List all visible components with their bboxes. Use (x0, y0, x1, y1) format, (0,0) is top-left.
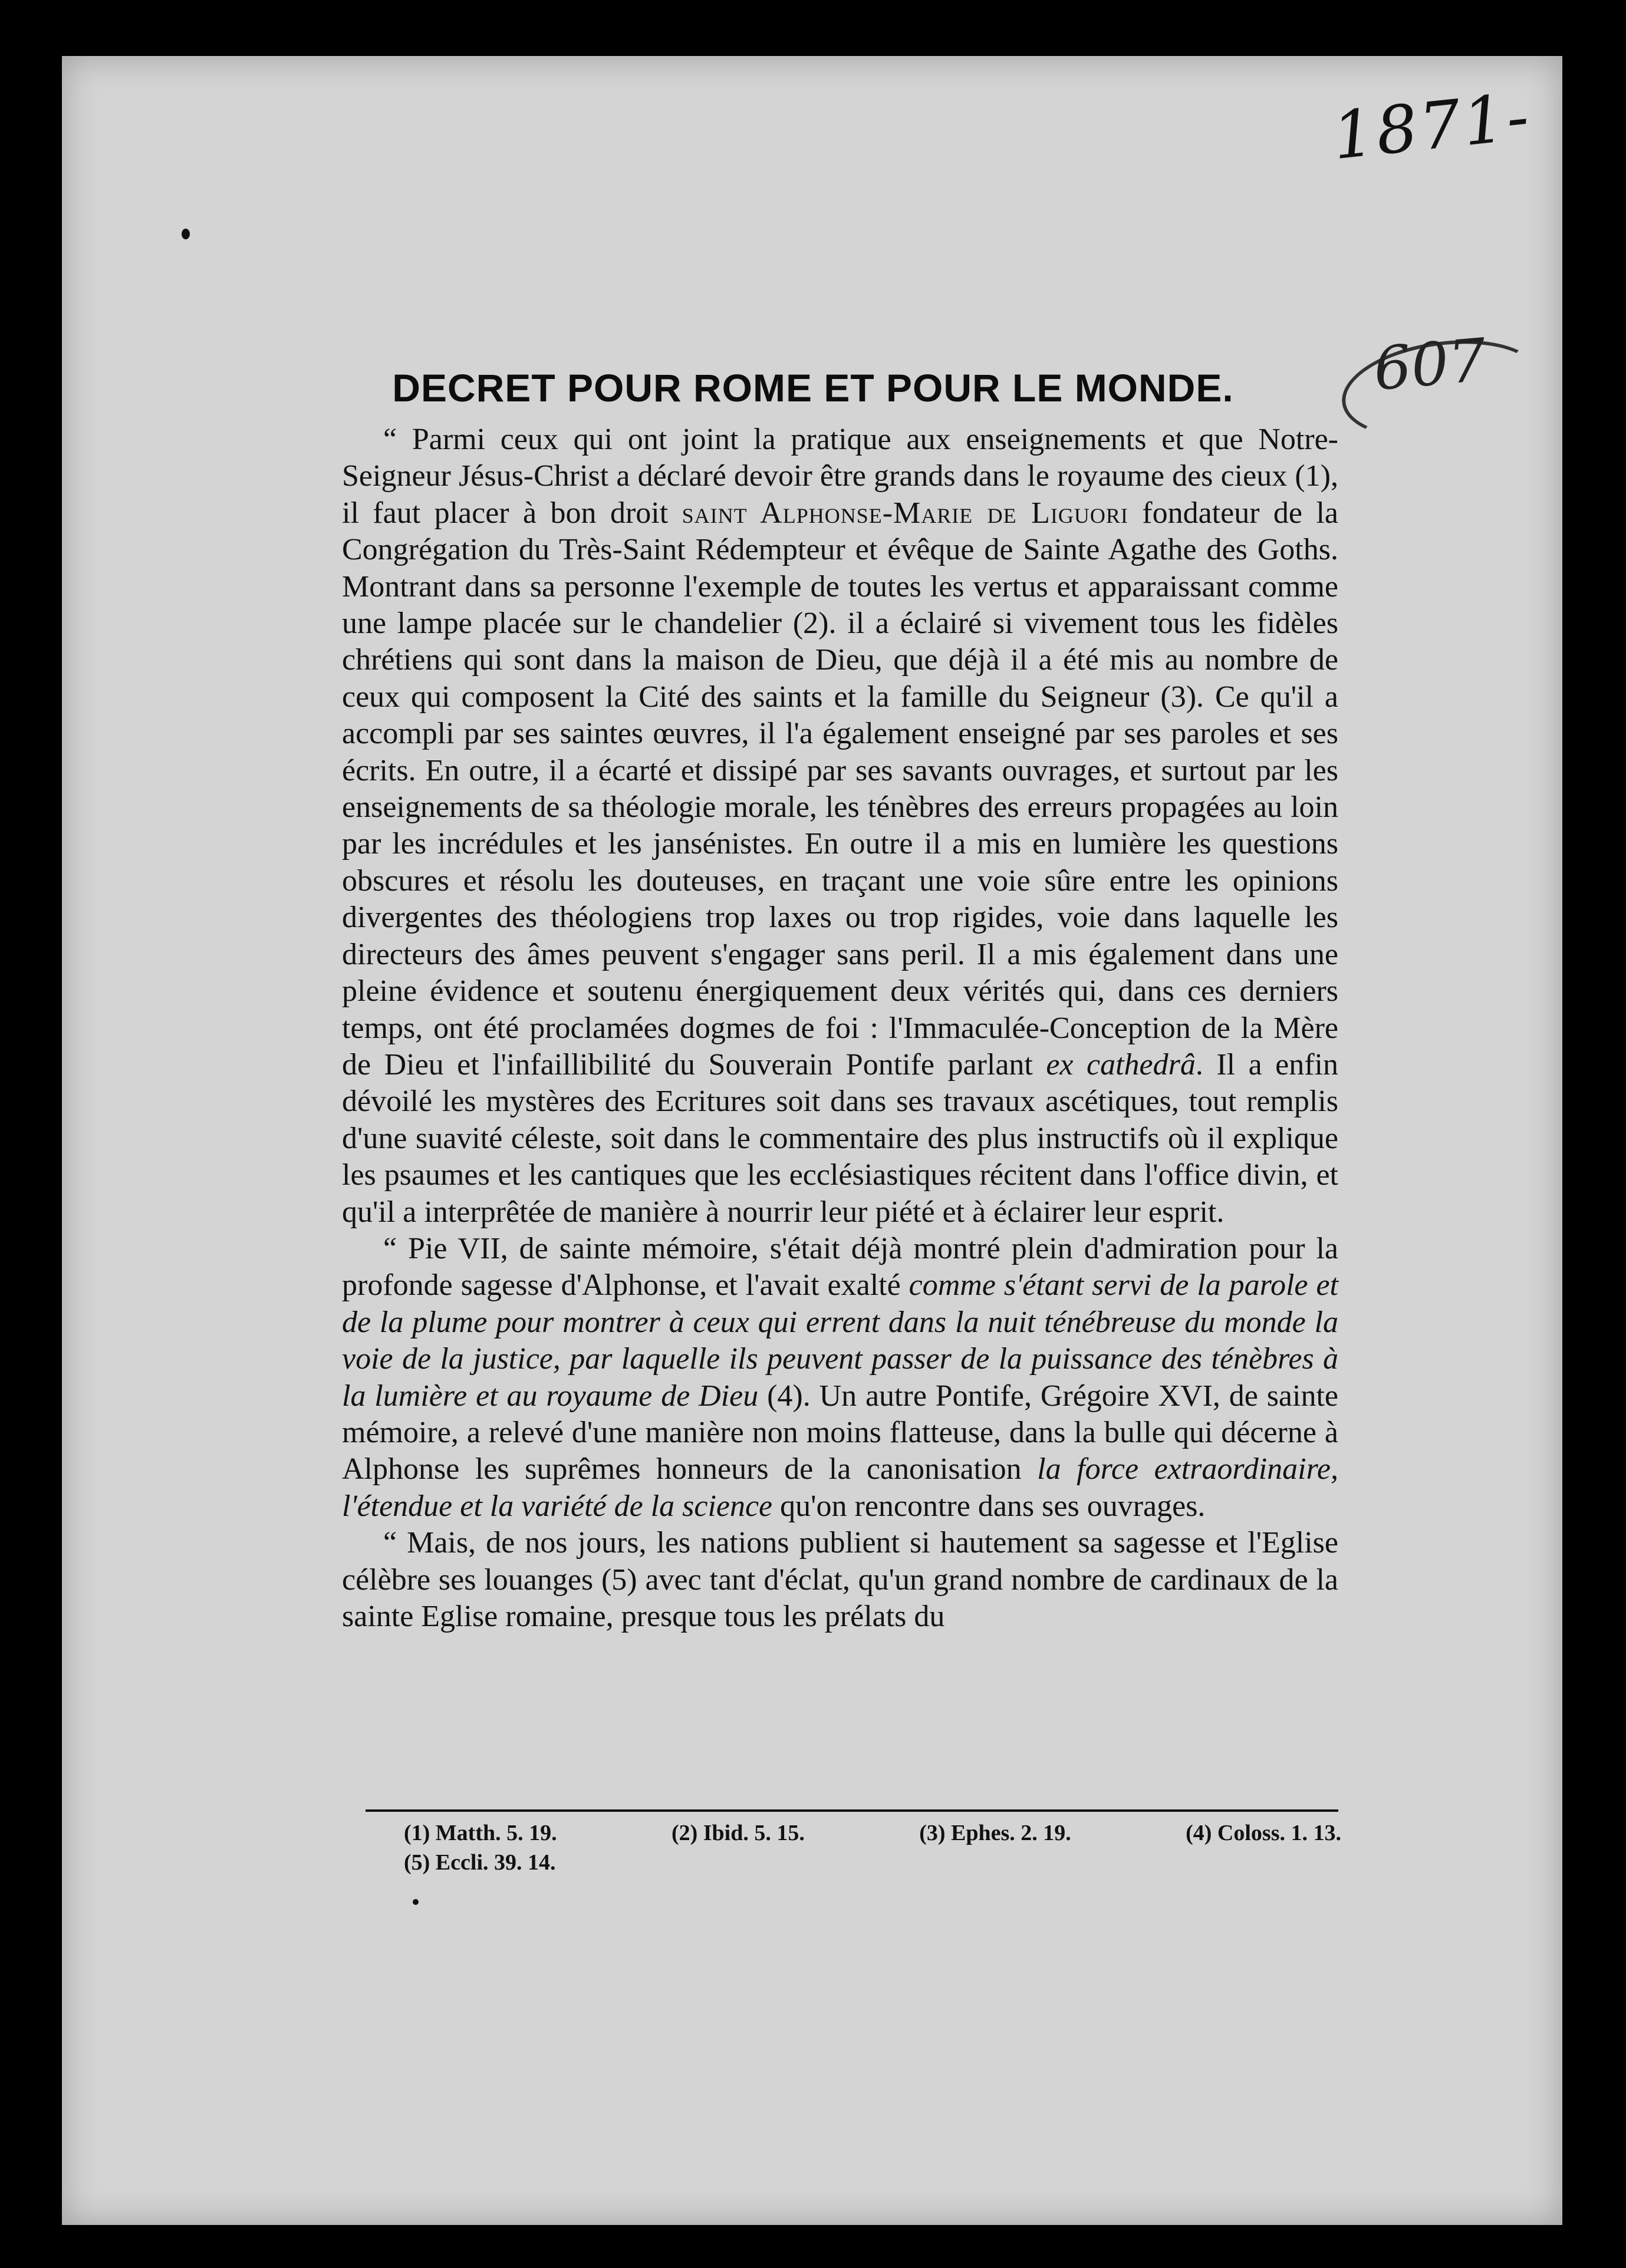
footnote-2: (2) Ibid. 5. 15. (671, 1821, 805, 1845)
footnote-4: (4) Coloss. 1. 13. (1186, 1821, 1341, 1845)
paragraph-2 (342, 1231, 1338, 1525)
latin-phrase: ex cathedrâ (1046, 1047, 1196, 1082)
p2-text-c: qu'on rencontre dans ses ouvrages. (772, 1489, 1206, 1523)
footnote-divider (366, 1809, 1338, 1812)
p2-quote: comme s'étant servi de la parole et de la plume pour montrer à ceux qui errent dans la nuit ténébreuse du monde la voie de la justice, par laquelle ils peuvent passer de la puissance des ténèbres à la lumière et au royaume de Dieu (342, 1268, 1338, 1413)
footnote-1: (1) Matth. 5. 19. (404, 1821, 557, 1845)
document-body (342, 421, 1338, 1635)
ink-speck (182, 229, 190, 239)
footnote-row (404, 1818, 1341, 1848)
document-title: DECRET POUR ROME ET POUR LE MONDE. (392, 366, 1234, 410)
footnote-3: (3) Ephes. 2. 19. (919, 1821, 1071, 1845)
footnotes (404, 1818, 1341, 1877)
paragraph-1 (342, 421, 1338, 1231)
p2-text-b: (4). Un autre Pontife, Grégoire XVI, de sainte mémoire, a relevé d'une manière non moins flatteuse, dans la bulle qui décerne à Alphonse les suprêmes honneurs de la canonisation (342, 1379, 1338, 1486)
handwritten-number-annotation: 607 (1371, 325, 1489, 404)
handwritten-year-annotation: 1871- (1329, 78, 1535, 174)
ink-speck (413, 1899, 419, 1905)
p2-text-a: “ Pie VII, de sainte mémoire, s'était déjà montré plein d'admiration pour la profonde sagesse d'Alphonse, et l'avait exalté (342, 1231, 1338, 1303)
saint-name: saint Alphonse-Marie de Liguori (682, 496, 1128, 530)
p1-text-b: fondateur de la Congrégation du Très-Saint Rédempteur et évêque de Sainte Agathe des Goths. Montrant dans sa personne l'exemple de toutes les vertus et apparaissant comme une lampe placée sur le chandelier (2). il a éclairé si vivement tous les fidèles chrétiens qui sont dans la maison de Dieu, que déjà il a été mis au nombre de ceux qui composent la Cité des saints et la famille du Seigneur (3). Ce qu'il a accompli par ses saintes œuvres, il l'a également enseigné par ses paroles et ses écrits. En outre, il a écarté et dissipé par ses savants ouvrages, et surtout par les enseignements de sa théologie morale, les ténèbres des erreurs propagées au loin par les incrédules et les jansénistes. En outre il a mis en lumière les questions obscures et résolu les douteuses, en traçant une voie sûre entre les opinions divergentes des théologiens trop laxes ou trop rigides, voie dans laquelle les directeurs des âmes peuvent s'engager sans peril. Il a mis également dans une pleine évidence et soutenu énergiquement deux vérités qui, dans ces derniers temps, ont été proclamées dogmes de foi : l'Immaculée-Conception de la Mère de Dieu et l'infaillibilité du Souverain Pontife parlant (342, 496, 1338, 1082)
footnote-5: (5) Eccli. 39. 14. (404, 1850, 556, 1875)
p2-quote-2: la force extraordinaire, l'étendue et la variété de la science (342, 1452, 1338, 1523)
p1-text-a: “ Parmi ceux qui ont joint la pratique aux enseignements et que Notre-Seigneur Jésus-Christ a déclaré devoir être grands dans le royaume des cieux (1), il faut placer à bon droit (342, 423, 1338, 530)
p1-text-c: . Il a enfin dévoilé les mystères des Ecritures soit dans ses travaux ascétiques, tout remplis d'une suavité céleste, soit dans le commentaire des plus instructifs où il explique les psaumes et les cantiques que les ecclésiastiques récitent dans l'office divin, et qu'il a interprêtée de manière à nourrir leur piété et à éclairer leur esprit. (342, 1047, 1338, 1229)
paragraph-3: “ Mais, de nos jours, les nations publient si hautement sa sagesse et l'Eglise célèbre ses louanges (5) avec tant d'éclat, qu'un grand nombre de cardinaux de la sainte Eglise romaine, presque tous les prélats du (342, 1526, 1338, 1633)
